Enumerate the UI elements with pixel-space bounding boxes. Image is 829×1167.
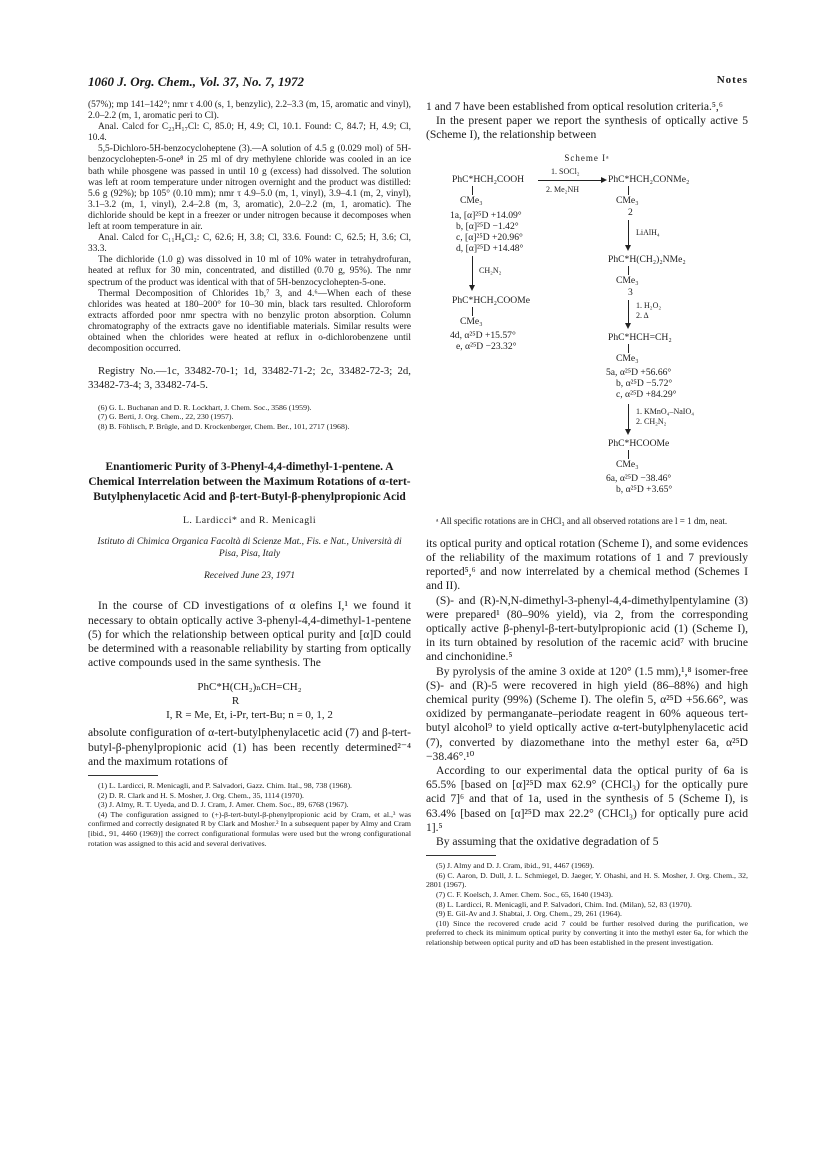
substituent-cme3: CMe₃ (616, 194, 639, 206)
footnote: (3) J. Almy, R. T. Uyeda, and D. J. Cram, J. Amer. Chem. Soc., 89, 6768 (1967). (98, 800, 349, 810)
experimental-paragraph: 5,5-Dichloro-5H-benzocycloheptene (3).—A solution of 4.5 g (0.029 mol) of 5H-benzocyclohepten-5-one⁸ in 25 ml of dry methylene chloride was cooled in an ice bath while phosgene was passed in until 10 g (excess) had dissolved. The solution was left at room temperature under nitrogen overnight and the product was distilled: 5.6 g (92%); bp 105° (0.10 mm); nmr τ 4.9–5.0 (m, 1, vinyl), 3.9–4.1 (m, 2, vinyl), 3.1–3.2 (m, 1, vinyl), 2.4–2.8 (m, 3, aromatic), 2.0–2.2 (m, 1, aromatic). The dichloride should be kept in a freezer or under nitrogen because it decomposes when left at room temperature in air. (88, 144, 411, 233)
footnote: (5) J. Almy and D. J. Cram, ibid., 91, 4467 (1969). (436, 861, 595, 871)
reagent: 1. H₂O₂ (636, 300, 662, 310)
compound-1: PhC*HCH₂COOH (452, 173, 525, 185)
substituent-cme3: CMe₃ (460, 194, 483, 206)
body-paragraph: (S)- and (R)-N,N-dimethyl-3-phenyl-4,4-dimethylpentylamine (3) were prepared¹ (80–90% yield), via 2, from the corresponding optically active β-phenyl-β-tert-butylpropionic acid (1) (Scheme I), in its turn obtained by resolution of the racemic acid⁷ with brucine and cinchonidine.⁵ (426, 593, 748, 664)
footnote-divider (426, 855, 496, 856)
compound-label: 3 (628, 286, 633, 298)
article-title: Enantiomeric Purity of 3-Phenyl-4,4-dimethyl-1-pentene. A Chemical Interrelation between the Maximum Rotations of α-tert-Butylphenylacetic Acid and β-tert-Butyl-β-phenylpropionic Acid (88, 460, 411, 503)
general-formula (88, 680, 411, 722)
substituent-cme3: CMe₃ (616, 458, 639, 470)
author-affiliation: Istituto di Chimica Organica Facoltà di Scienze Mat., Fis. e Nat., Università di Pisa, Pisa, Italy (97, 536, 402, 560)
scheme-title: Scheme Iᵃ (564, 152, 610, 163)
body-paragraph: absolute configuration of α-tert-butylphenylacetic acid (7) and β-tert-butyl-β-phenylpropionic acid (1) has been recently determined²⁻⁴ and the maximum rotations of (88, 726, 411, 768)
rotation-value: b, α²⁵D +3.65° (616, 483, 673, 495)
registry-numbers: Registry No.—1c, 33482-70-1; 1d, 33482-71-2; 2c, 33482-72-3; 2d, 33482-73-4; 3, 33482-74-5. (88, 365, 411, 391)
footnote: (7) C. F. Koelsch, J. Amer. Chem. Soc., 65, 1640 (1943). (436, 889, 613, 899)
formula-definition: I, R = Me, Et, i-Pr, tert-Bu; n = 0, 1, 2 (166, 709, 333, 722)
footnote: (9) E. Gil-Av and J. Shabtai, J. Org. Chem., 29, 261 (1964). (436, 909, 622, 919)
body-paragraph: In the present paper we report the synthesis of optically active 5 (Scheme I), the relationship between (426, 114, 748, 142)
compound-label: 2 (628, 206, 633, 218)
footnote: (4) The configuration assigned to (+)-β-tert-butyl-β-phenylpropionic acid by Cram, et al.,³ was confirmed and correctly designated R by Clark and Mosher.² In a subsequent paper by Almy and Cram [ibid., 91, 4460 (1969)] the correct configurational formulas were used but the wrong configurational rotation was assigned to this acid and several derivatives. (88, 809, 411, 848)
page-journal-citation: 1060 J. Org. Chem., Vol. 37, No. 7, 1972 (88, 74, 304, 89)
rotation-value: 5a, α²⁵D +56.66° (606, 366, 672, 378)
left-column (88, 100, 411, 848)
footnote: (10) Since the recovered crude acid 7 could be further resolved during the purification, we preferred to check its minimum optical purity by converting it into the methyl ester 6a, for which the relationship between optical purity and αD has been established in the present investigation. (426, 918, 748, 947)
experimental-paragraph: The dichloride (1.0 g) was dissolved in 10 ml of 10% water in tetrahydrofuran, heated at reflux for 30 min, concentrated, and distilled (0.70 g, 95%). The nmr spectrum of the product was identical with that of 5H-benzocyclohepten-5-one. (88, 255, 411, 288)
footnote-divider (88, 775, 158, 776)
formula-line: PhC*H(CH₂)ₙCH=CH₂ (197, 681, 302, 694)
rotation-value: b, [α]²⁵D −1.42° (456, 220, 519, 232)
body-paragraph: its optical purity and optical rotation (Scheme I), and some evidences of the reliability of the maximum rotations of 1 and 7 previously reported⁵,⁶ and now interrelated by a chemical method (Schemes I and II). (426, 536, 748, 593)
rotation-value: 1a, [α]²⁵D +14.09° (450, 209, 522, 221)
rotation-value: c, α²⁵D +84.29° (616, 388, 677, 400)
page-header (88, 74, 748, 90)
footnote: (7) G. Berti, J. Org. Chem., 22, 230 (1957). (98, 412, 234, 422)
article-authors: L. Lardicci* and R. Menicagli (182, 515, 317, 527)
footnote: (6) C. Aaron, D. Dull, J. L. Schmiegel, D. Jaeger, Y. Ohashi, and H. S. Mosher, J. Org. Chem., 32, 2801 (1967). (426, 870, 748, 890)
footnote: (2) D. R. Clark and H. S. Mosher, J. Org. Chem., 35, 1114 (1970). (98, 790, 305, 800)
compound-6: PhC*HCOOMe (608, 437, 670, 449)
footnote: (6) G. L. Buchanan and D. R. Lockhart, J. Chem. Soc., 3586 (1959). (98, 402, 312, 412)
rotation-value: b, α²⁵D −5.72° (616, 377, 673, 389)
compound-4: PhC*HCH₂COOMe (452, 294, 530, 306)
body-paragraph: According to our experimental data the optical purity of 6a is 65.5% [based on [α]²⁵D max 62.9° (CHCl₃) for the optically pure acid 7]⁶ and that of 1a, used in the synthesis of 5 (Scheme I), is 63.4% [based on [α]²⁵D max 22.2° (CHCl₃) for optically pure acid 1].⁵ (426, 763, 748, 834)
rotation-value: 6a, α²⁵D −38.46° (606, 472, 672, 484)
reagent: 1. SOCl₂ (551, 166, 580, 176)
reagent: 2. Δ (636, 310, 649, 320)
received-date: Received June 23, 1971 (203, 570, 296, 582)
experimental-paragraph: Thermal Decomposition of Chlorides 1b,⁷ 3, and 4.⁶—When each of these chlorides was heated at 180–200° for 10–30 min, black tars resulted. Chloroform extracts afforded poor nmr spectra with no benzylic proton absorption. Column chromatography of the extracts gave no identifiable materials. Similar results were obtained when the chlorides were heated at reflux in o-dichlorobenzene until decomposition occurred. (88, 288, 411, 355)
footnote: (8) L. Lardicci, R. Menicagli, and P. Salvadori, Chim. Ind. (Milan), 52, 83 (1970). (436, 899, 692, 909)
compound-5: PhC*HCH=CH₂ (608, 331, 672, 343)
body-paragraph: 1 and 7 have been established from optical resolution criteria.⁵,⁶ (426, 100, 723, 113)
experimental-paragraph: Anal. Calcd for C₂₃H₁₇Cl: C, 85.0; H, 4.9; Cl, 10.1. Found: C, 84.7; H, 4.9; Cl, 10.4. (88, 122, 411, 144)
reagent: LiAlH₄ (636, 227, 660, 237)
rotation-value: 4d, α²⁵D +15.57° (450, 329, 516, 341)
right-column (426, 100, 748, 948)
experimental-paragraph: Anal. Calcd for C₁₁H₈Cl₂: C, 62.6; H, 3.8; Cl, 33.6. Found: C, 62.5; H, 3.6; Cl, 33.3. (88, 233, 411, 255)
reagent: CH₂N₂ (479, 265, 502, 275)
reaction-scheme (426, 164, 748, 512)
footnote: (1) L. Lardicci, R. Menicagli, and P. Salvadori, Gazz. Chim. Ital., 98, 738 (1968). (98, 780, 352, 790)
formula-substituent: R (231, 695, 240, 708)
body-paragraph: By assuming that the oxidative degradation of 5 (436, 834, 659, 848)
rotation-value: e, α²⁵D −23.32° (456, 340, 517, 352)
compound-3: PhC*H(CH₂)₂NMe₂ (608, 253, 686, 265)
section-label: Notes (716, 74, 748, 86)
rotation-value: c, [α]²⁵D +20.96° (456, 231, 523, 243)
experimental-paragraph: (57%); mp 141–142°; nmr τ 4.00 (s, 1, benzylic), 2.2–3.3 (m, 15, aromatic and vinyl), 2.0–2.2 (m, 1, aromatic peri to Cl). (88, 100, 411, 122)
intro-paragraph: In the course of CD investigations of α olefins I,¹ we found it necessary to obtain optically active 3-phenyl-4,4-dimethyl-1-pentene (5) for which the relationship between optical purity and [α]D could be determined with a reasonable reliability by starting from optically active compounds used in the same synthesis. The (88, 599, 411, 670)
body-paragraph: By pyrolysis of the amine 3 oxide at 120° (1.5 mm),¹,⁸ isomer-free (S)- and (R)-5 were recovered in high yield (86–88%) and high chemical purity (99%) (Scheme I). The olefin 5, α²⁵D +56.66°, was oxidized by permanganate–periodate reagent in 60% aqueous tert-butyl alcohol⁹ to yield optically active α-tert-butylphenylacetic acid (7), converted by diazomethane into the methyl ester 6a, α²⁵D −38.46°.¹⁰ (426, 664, 748, 763)
reagent: 2. Me₂NH (546, 184, 580, 194)
substituent-cme3: CMe₃ (616, 352, 639, 364)
rotation-value: d, [α]²⁵D +14.48° (456, 242, 524, 254)
substituent-cme3: CMe₃ (460, 315, 483, 327)
reagent: 1. KMnO₄–NaIO₄ (636, 406, 695, 416)
substituent-cme3: CMe₃ (616, 274, 639, 286)
footnote: (8) B. Föhlisch, P. Brügle, and D. Krockenberger, Chem. Ber., 101, 2717 (1968). (98, 421, 350, 431)
scheme-footnote: ᵃ All specific rotations are in CHCl₃ and all observed rotations are l = 1 dm, neat. (436, 515, 728, 526)
reagent: 2. CH₂N₂ (636, 416, 667, 426)
compound-2: PhC*HCH₂CONMe₂ (608, 173, 690, 185)
